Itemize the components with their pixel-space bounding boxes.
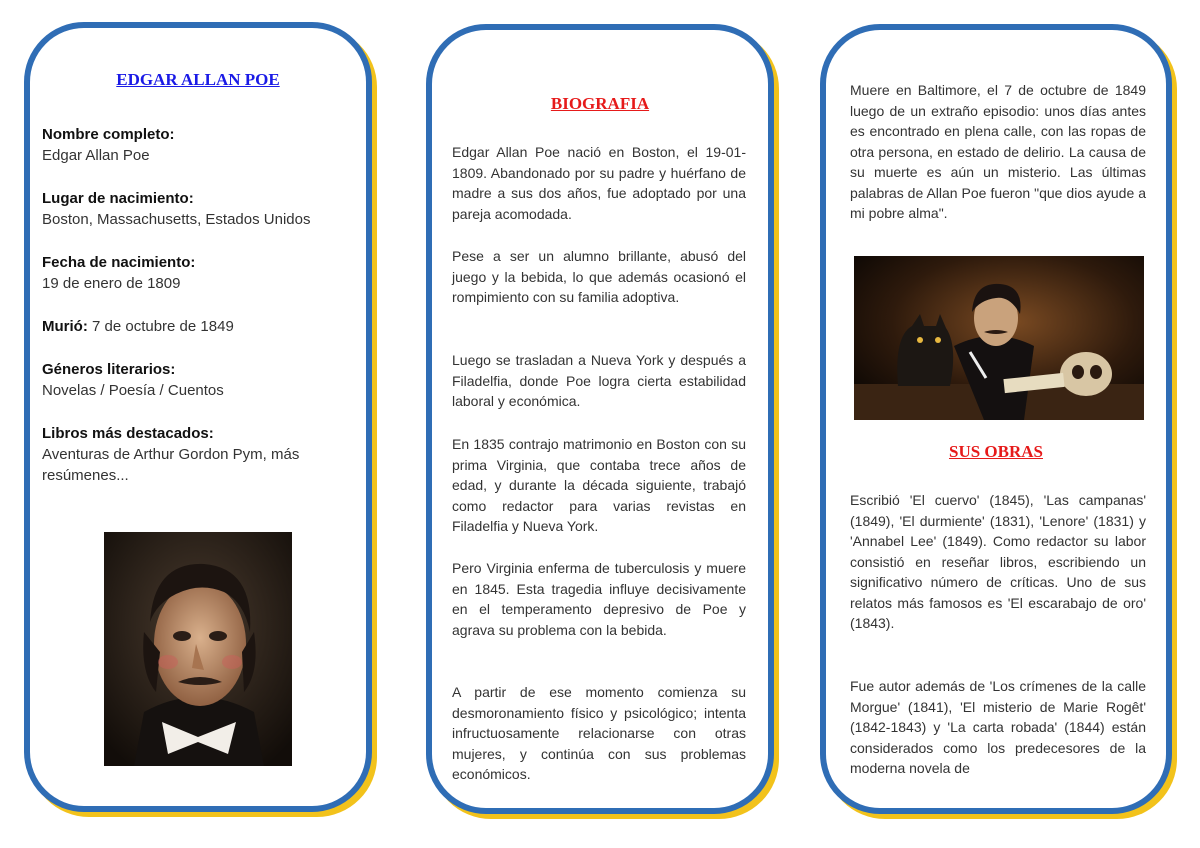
field-value: Boston, Massachusetts, Estados Unidos [42, 211, 311, 228]
field-label: Libros más destacados: [42, 425, 214, 442]
field-value: Aventuras de Arthur Gordon Pym, más resúmenes... [42, 446, 300, 484]
panel-works [820, 24, 1172, 814]
bio-paragraph: Edgar Allan Poe nació en Boston, el 19-01-1809. Abandonado por su padre y huérfano de madre a sus dos años, fue adoptado por una pareja acomodada. [452, 144, 746, 222]
panel-biography [426, 24, 774, 814]
death-paragraph: Muere en Baltimore, el 7 de octubre de 1849 luego de un extraño episodio: unos días antes es encontrado en plena calle, con las ropas de otra persona, en estado de delirio. La causa de su muerte es aún un misterio. Las últimas palabras de Allan Poe fueron "que dios ayude a mi pobre alma". [850, 82, 1146, 221]
bio-paragraph: Pese a ser un alumno brillante, abusó del juego y la bebida, lo que además ocasionó el rompimiento con su familia adoptiva. [452, 248, 746, 305]
field-label: Murió: [42, 318, 88, 335]
field-label: Fecha de nacimiento: [42, 254, 196, 271]
field-full-name [42, 124, 354, 166]
profile-title: EDGAR ALLAN POE [116, 70, 280, 89]
poe-writing-illustration [854, 256, 1144, 420]
field-value: Edgar Allan Poe [42, 147, 150, 164]
field-value: Novelas / Poesía / Cuentos [42, 382, 224, 399]
field-genres [42, 359, 354, 401]
field-value: 7 de octubre de 1849 [92, 318, 234, 335]
field-books [42, 423, 354, 486]
panel-profile [24, 22, 372, 812]
poe-portrait-image [104, 532, 292, 766]
field-birthplace [42, 188, 354, 230]
works-paragraph: Fue autor además de 'Los crímenes de la calle Morgue' (1841), 'El misterio de Marie Rogêt' (1842-1843) y 'La carta robada' (1844) están considerados como los predecesores de la moderna novela de [850, 678, 1146, 776]
bio-paragraph: Pero Virginia enferma de tuberculosis y muere en 1845. Esta tragedia influye decisivamente en el temperamento depresivo de Poe y agrava su problema con la bebida. [452, 560, 746, 638]
field-birthdate [42, 252, 354, 294]
bio-paragraph: A partir de ese momento comienza su desmoronamiento físico y psicológico; intenta infructuosamente relacionarse con otras mujeres, y continúa con sus problemas económicos. [452, 684, 746, 782]
works-title: SUS OBRAS [948, 442, 1043, 461]
field-label: Lugar de nacimiento: [42, 190, 194, 207]
field-value: 19 de enero de 1809 [42, 275, 181, 292]
field-label: Nombre completo: [42, 126, 175, 143]
bio-paragraph: En 1835 contrajo matrimonio en Boston con su prima Virginia, que contaba trece años de edad, y durante la década siguiente, trabajó como redactor para varias revistas en Filadelfia y Nueva York. [452, 436, 746, 534]
biography-title: BIOGRAFIA [550, 94, 650, 113]
bio-paragraph: Luego se trasladan a Nueva York y después a Filadelfia, donde Poe logra cierta estabilidad laboral y económica. [452, 352, 746, 409]
field-death [42, 316, 354, 337]
field-label: Géneros literarios: [42, 361, 176, 378]
works-paragraph: Escribió 'El cuervo' (1845), 'Las campanas' (1849), 'El durmiente' (1831), 'Lenore' (1831) y 'Annabel Lee' (1849). Como redactor su labor consistió en reseñar libros, escribiendo un significativo número de críticas. Uno de sus relatos más famosos es 'El escarabajo de oro' (1843). [850, 492, 1146, 631]
profile-fields [42, 124, 354, 508]
